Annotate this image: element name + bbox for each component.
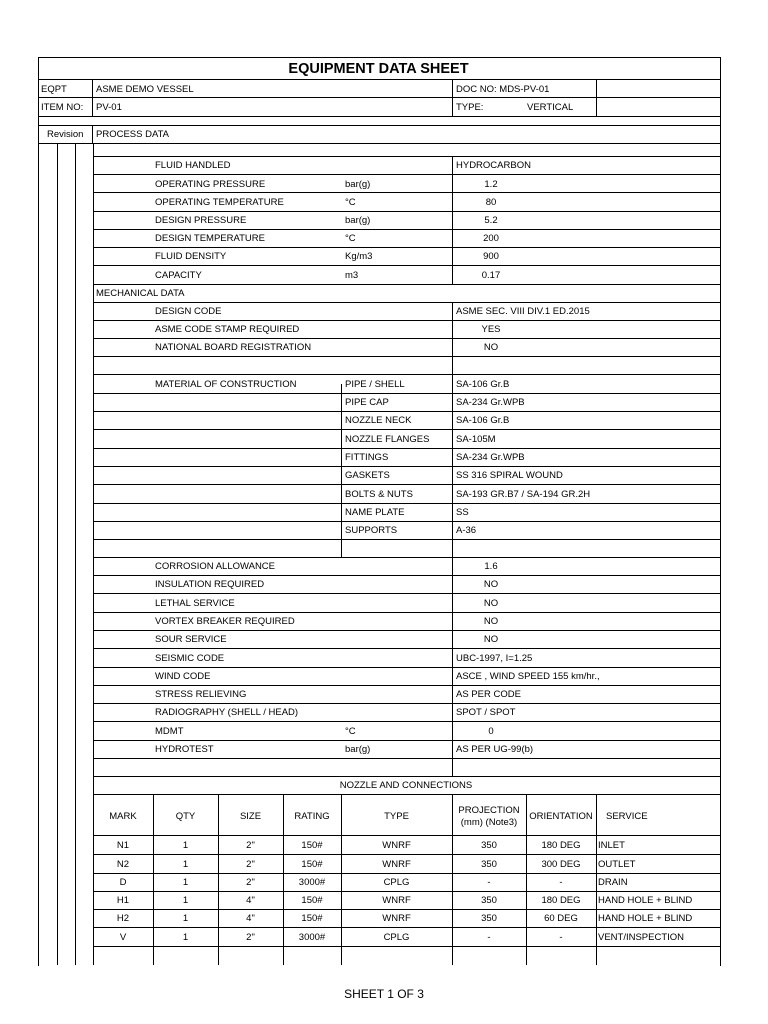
nozzle-orientation: - <box>559 932 563 943</box>
property-unit: °C <box>345 726 356 737</box>
property-value: 0 <box>488 726 494 737</box>
row-divider <box>93 648 720 649</box>
nozzle-orientation: 300 DEG <box>541 859 581 870</box>
nozzle-size: 2" <box>246 877 255 888</box>
process-value: 200 <box>483 233 499 244</box>
row-divider <box>93 211 720 212</box>
nozzle-type: WNRF <box>382 895 411 906</box>
nozzle-size: 4" <box>246 913 255 924</box>
material-part: PIPE CAP <box>345 397 389 408</box>
nozzle-mark: N1 <box>116 840 130 851</box>
property-value: NO <box>483 616 499 627</box>
nozzle-header-type: TYPE <box>384 811 409 822</box>
row-divider <box>93 374 720 375</box>
nozzle-projection: - <box>487 877 491 888</box>
nozzle-mark: N2 <box>116 859 130 870</box>
nozzle-qty: 1 <box>182 932 189 943</box>
nozzle-qty: 1 <box>182 877 189 888</box>
property-label: SEISMIC CODE <box>155 653 225 664</box>
row-divider <box>93 557 720 558</box>
row-divider <box>93 758 720 759</box>
item-number-label: ITEM NO: <box>41 102 84 113</box>
nozzle-section-title: NOZZLE AND CONNECTIONS <box>339 780 473 791</box>
process-unit: bar(g) <box>345 179 371 190</box>
nozzle-header-projection-note: (mm) (Note3) <box>460 817 518 828</box>
row-divider <box>93 593 720 594</box>
row-divider <box>93 854 720 855</box>
property-label: MDMT <box>155 726 184 737</box>
row-divider <box>93 612 720 613</box>
header-right-divider <box>596 79 597 116</box>
revision-label: Revision <box>47 129 84 140</box>
row-divider <box>93 667 720 668</box>
revision-column <box>75 143 76 965</box>
row-divider <box>93 229 720 230</box>
material-part: NOZZLE FLANGES <box>345 434 430 445</box>
process-data-title: PROCESS DATA <box>96 129 170 140</box>
nozzle-mark: V <box>119 932 127 943</box>
property-value: NO <box>483 579 499 590</box>
row-divider <box>93 411 720 412</box>
nozzle-column-divider <box>596 794 597 965</box>
nozzle-type: CPLG <box>383 932 410 943</box>
row-divider <box>38 125 720 126</box>
row-divider <box>93 946 720 947</box>
material-value: SA-193 GR.B7 / SA-194 GR.2H <box>456 489 591 500</box>
row-divider <box>93 192 720 193</box>
row-divider <box>93 484 720 485</box>
process-label: OPERATING PRESSURE <box>155 179 266 190</box>
nozzle-header-qty: QTY <box>175 811 196 822</box>
sheet-title: EQUIPMENT DATA SHEET <box>288 61 469 77</box>
header-label-divider <box>92 79 93 116</box>
material-value: SA-106 Gr.B <box>456 415 510 426</box>
mechanical-label: DESIGN CODE <box>155 306 222 317</box>
nozzle-qty: 1 <box>182 840 189 851</box>
nozzle-projection: 350 <box>481 895 497 906</box>
revision-column <box>57 143 58 965</box>
mechanical-value: NO <box>483 342 499 353</box>
nozzle-service: HAND HOLE + BLIND <box>598 913 693 924</box>
row-divider <box>38 143 720 144</box>
property-value: NO <box>483 634 499 645</box>
nozzle-orientation: - <box>559 877 563 888</box>
eqpt-label: EQPT <box>41 84 67 95</box>
value-column-divider <box>452 302 453 776</box>
row-divider <box>93 873 720 874</box>
nozzle-rating: 150# <box>301 913 323 924</box>
property-label: STRESS RELIEVING <box>155 689 247 700</box>
row-divider <box>93 521 720 522</box>
nozzle-size: 2" <box>246 932 255 943</box>
nozzle-service: INLET <box>598 840 625 851</box>
nozzle-projection: 350 <box>481 859 497 870</box>
row-divider <box>93 338 720 339</box>
process-unit: bar(g) <box>345 215 371 226</box>
material-value: SA-105M <box>456 434 496 445</box>
row-divider <box>93 503 720 504</box>
material-part: NOZZLE NECK <box>345 415 412 426</box>
mechanical-value: YES <box>481 324 501 335</box>
material-of-construction-label: MATERIAL OF CONSTRUCTION <box>155 379 297 390</box>
process-label: DESIGN TEMPERATURE <box>155 233 265 244</box>
nozzle-type: WNRF <box>382 859 411 870</box>
nozzle-header-rating: RATING <box>294 811 330 822</box>
process-label: FLUID DENSITY <box>155 251 227 262</box>
doc-number: DOC NO: MDS-PV-01 <box>456 84 550 95</box>
property-label: SOUR SERVICE <box>155 634 227 645</box>
property-value: AS PER CODE <box>456 689 521 700</box>
row-divider <box>93 740 720 741</box>
mechanical-label: ASME CODE STAMP REQUIRED <box>155 324 300 335</box>
row-divider <box>93 703 720 704</box>
type-value: VERTICAL <box>527 102 574 113</box>
nozzle-service: DRAIN <box>598 877 628 888</box>
header-doc-divider <box>452 79 453 116</box>
property-label: WIND CODE <box>155 671 211 682</box>
row-divider <box>93 284 720 285</box>
row-divider <box>93 247 720 248</box>
material-value: SS 316 SPIRAL WOUND <box>456 470 563 481</box>
nozzle-size: 2" <box>246 859 255 870</box>
process-unit: m3 <box>345 270 359 281</box>
mechanical-data-title: MECHANICAL DATA <box>96 288 185 299</box>
row-divider <box>93 721 720 722</box>
nozzle-header-service: SERVICE <box>606 811 648 822</box>
process-unit: °C <box>345 197 356 208</box>
nozzle-orientation: 60 DEG <box>544 913 578 924</box>
row-divider <box>93 927 720 928</box>
property-label: CORROSION ALLOWANCE <box>155 561 276 572</box>
property-value: NO <box>483 598 499 609</box>
row-divider <box>93 393 720 394</box>
row-divider <box>93 630 720 631</box>
material-part: FITTINGS <box>345 452 389 463</box>
nozzle-projection: 350 <box>481 840 497 851</box>
row-divider <box>38 97 720 98</box>
nozzle-projection: - <box>487 932 491 943</box>
mechanical-value: ASME SEC. VIII DIV.1 ED.2015 <box>456 306 590 317</box>
row-divider <box>93 835 720 836</box>
material-part: GASKETS <box>345 470 390 481</box>
row-divider <box>93 448 720 449</box>
process-value: 900 <box>483 251 499 262</box>
row-divider <box>93 156 720 157</box>
nozzle-header-orientation: ORIENTATION <box>529 811 593 822</box>
nozzle-qty: 1 <box>182 913 189 924</box>
row-divider <box>93 302 720 303</box>
revision-divider <box>92 125 93 143</box>
eqpt-value: ASME DEMO VESSEL <box>96 84 194 95</box>
nozzle-mark: D <box>119 877 127 888</box>
row-divider <box>93 575 720 576</box>
row-divider <box>93 265 720 266</box>
process-value: HYDROCARBON <box>456 160 531 171</box>
nozzle-projection: 350 <box>481 913 497 924</box>
mechanical-label: NATIONAL BOARD REGISTRATION <box>155 342 312 353</box>
nozzle-rating: 3000# <box>298 877 326 888</box>
material-value: SS <box>456 507 469 518</box>
property-label: HYDROTEST <box>155 744 214 755</box>
nozzle-service: HAND HOLE + BLIND <box>598 895 693 906</box>
process-unit: °C <box>345 233 356 244</box>
type-label: TYPE: <box>456 102 484 113</box>
material-value: SA-106 Gr.B <box>456 379 510 390</box>
property-value: ASCE , WIND SPEED 155 km/hr., <box>456 671 600 682</box>
nozzle-mark: H1 <box>116 895 130 906</box>
material-value: SA-234 Gr.WPB <box>456 397 525 408</box>
nozzle-mark: H2 <box>116 913 130 924</box>
material-part: PIPE / SHELL <box>345 379 405 390</box>
nozzle-size: 2" <box>246 840 255 851</box>
material-value: SA-234 Gr.WPB <box>456 452 525 463</box>
material-part: SUPPORTS <box>345 525 398 536</box>
process-label: FLUID HANDLED <box>155 160 231 171</box>
property-label: RADIOGRAPHY (SHELL / HEAD) <box>155 707 299 718</box>
nozzle-header-size: SIZE <box>239 811 262 822</box>
row-divider <box>93 466 720 467</box>
nozzle-service: OUTLET <box>598 859 636 870</box>
property-value: 1.6 <box>484 561 498 572</box>
nozzle-type: CPLG <box>383 877 410 888</box>
row-divider <box>93 320 720 321</box>
material-value: A-36 <box>456 525 477 536</box>
item-number-value: PV-01 <box>96 102 122 113</box>
row-divider <box>93 429 720 430</box>
row-divider <box>93 174 720 175</box>
material-part: NAME PLATE <box>345 507 405 518</box>
property-label: LETHAL SERVICE <box>155 598 235 609</box>
nozzle-rating: 3000# <box>298 932 326 943</box>
process-unit: Kg/m3 <box>345 251 373 262</box>
process-value: 5.2 <box>484 215 498 226</box>
nozzle-type: WNRF <box>382 913 411 924</box>
row-divider <box>93 909 720 910</box>
process-label: CAPACITY <box>155 270 202 281</box>
nozzle-orientation: 180 DEG <box>541 840 581 851</box>
nozzle-size: 4" <box>246 895 255 906</box>
nozzle-type: WNRF <box>382 840 411 851</box>
process-label: OPERATING TEMPERATURE <box>155 197 284 208</box>
nozzle-orientation: 180 DEG <box>541 895 581 906</box>
sheet-footer: SHEET 1 OF 3 <box>344 987 424 1001</box>
row-divider <box>93 794 720 795</box>
property-value: AS PER UG-99(b) <box>456 744 534 755</box>
row-divider <box>93 891 720 892</box>
nozzle-qty: 1 <box>182 859 189 870</box>
row-divider <box>93 539 720 540</box>
row-divider <box>93 356 720 357</box>
property-value: UBC-1997, I=1.25 <box>456 653 533 664</box>
title-divider <box>38 79 720 80</box>
process-label: DESIGN PRESSURE <box>155 215 247 226</box>
nozzle-header-projection: PROJECTION <box>458 805 520 816</box>
material-part-divider <box>341 384 342 557</box>
process-value: 1.2 <box>484 179 498 190</box>
property-unit: bar(g) <box>345 744 371 755</box>
process-value: 80 <box>485 197 497 208</box>
nozzle-rating: 150# <box>301 859 323 870</box>
nozzle-header-mark: MARK <box>109 811 137 822</box>
material-part: BOLTS & NUTS <box>345 489 413 500</box>
nozzle-rating: 150# <box>301 840 323 851</box>
row-divider <box>93 776 720 777</box>
process-value: 0.17 <box>481 270 501 281</box>
row-divider <box>38 116 720 117</box>
nozzle-rating: 150# <box>301 895 323 906</box>
nozzle-qty: 1 <box>182 895 189 906</box>
row-divider <box>93 685 720 686</box>
property-value: SPOT / SPOT <box>456 707 516 718</box>
property-label: VORTEX BREAKER REQUIRED <box>155 616 295 627</box>
property-label: INSULATION REQUIRED <box>155 579 265 590</box>
nozzle-service: VENT/INSPECTION <box>598 932 685 943</box>
